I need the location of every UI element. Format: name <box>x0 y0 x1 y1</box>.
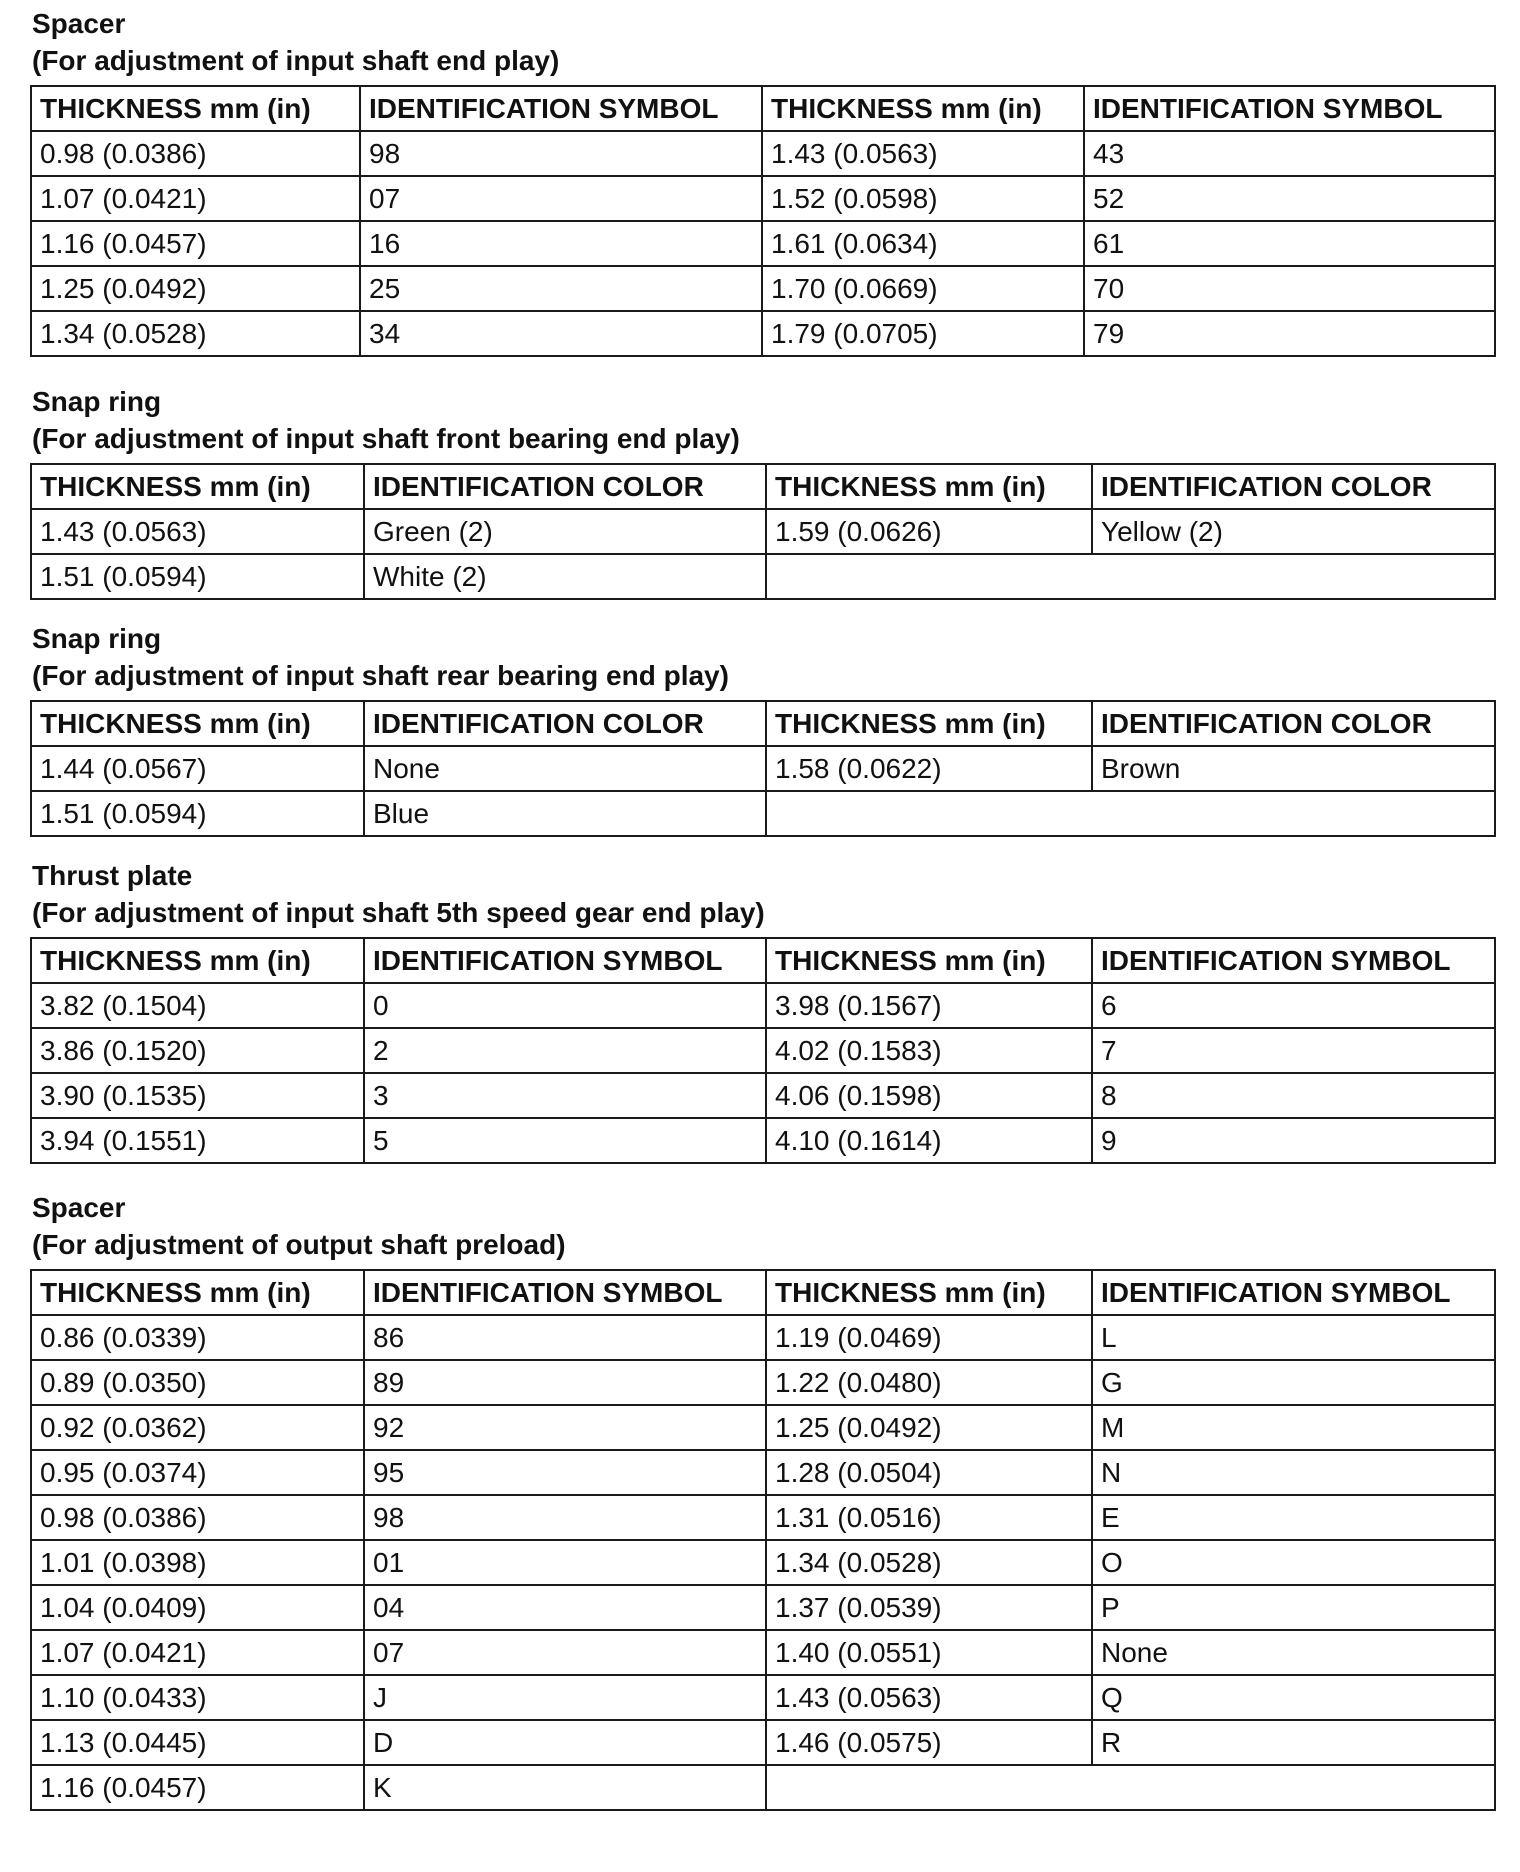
table-cell: 1.04 (0.0409) <box>31 1585 364 1630</box>
section-subtitle: (For adjustment of output shaft preload) <box>32 1229 566 1260</box>
table-cell: 1.43 (0.0563) <box>766 1675 1092 1720</box>
header-identification: IDENTIFICATION SYMBOL <box>1092 1270 1495 1315</box>
table-cell: 1.40 (0.0551) <box>766 1630 1092 1675</box>
header-thickness: THICKNESS mm (in) <box>766 701 1092 746</box>
table-cell: 07 <box>364 1630 766 1675</box>
thickness-table <box>30 1269 1496 1811</box>
table-cell: 1.22 (0.0480) <box>766 1360 1092 1405</box>
empty-cell <box>766 1765 1495 1810</box>
header-thickness: THICKNESS mm (in) <box>31 86 360 131</box>
table-row <box>31 1765 1495 1810</box>
table-cell: 0.98 (0.0386) <box>31 131 360 176</box>
section-subtitle: (For adjustment of input shaft 5th speed gear end play) <box>32 897 765 928</box>
header-identification: IDENTIFICATION COLOR <box>1092 464 1495 509</box>
table-cell: 1.59 (0.0626) <box>766 509 1092 554</box>
table-cell: 1.34 (0.0528) <box>31 311 360 356</box>
table-cell: 0.86 (0.0339) <box>31 1315 364 1360</box>
section-subtitle: (For adjustment of input shaft front bearing end play) <box>32 423 740 454</box>
thickness-table <box>30 700 1496 837</box>
section-title: Snap ring <box>32 623 162 654</box>
section-subtitle: (For adjustment of input shaft end play) <box>32 45 560 76</box>
table-cell: 9 <box>1092 1118 1495 1163</box>
table-cell: 25 <box>360 266 762 311</box>
table-cell: 3.90 (0.1535) <box>31 1073 364 1118</box>
table-row <box>31 1450 1495 1495</box>
table-row <box>31 554 1495 599</box>
table-cell: 16 <box>360 221 762 266</box>
table-cell: 86 <box>364 1315 766 1360</box>
table-cell: R <box>1092 1720 1495 1765</box>
empty-cell <box>766 554 1495 599</box>
header-thickness: THICKNESS mm (in) <box>31 1270 364 1315</box>
table-cell: 79 <box>1084 311 1495 356</box>
table-row <box>31 1585 1495 1630</box>
header-identification: IDENTIFICATION COLOR <box>364 701 766 746</box>
section-snap-ring-rear-bearing <box>30 620 1494 837</box>
table-cell: 2 <box>364 1028 766 1073</box>
table-header-row <box>31 86 1495 131</box>
header-identification: IDENTIFICATION SYMBOL <box>364 1270 766 1315</box>
table-cell: 95 <box>364 1450 766 1495</box>
table-cell: 4.10 (0.1614) <box>766 1118 1092 1163</box>
section-subtitle: (For adjustment of input shaft rear bearing end play) <box>32 660 729 691</box>
table-cell: 0 <box>364 983 766 1028</box>
table-cell: 0.98 (0.0386) <box>31 1495 364 1540</box>
table-header-row <box>31 1270 1495 1315</box>
table-row <box>31 1315 1495 1360</box>
header-identification: IDENTIFICATION SYMBOL <box>360 86 762 131</box>
empty-cell <box>766 791 1495 836</box>
table-row <box>31 1675 1495 1720</box>
table-cell: 92 <box>364 1405 766 1450</box>
table-cell: Brown <box>1092 746 1495 791</box>
table-cell: 7 <box>1092 1028 1495 1073</box>
table-row <box>31 1540 1495 1585</box>
thickness-table <box>30 937 1496 1164</box>
table-cell: 52 <box>1084 176 1495 221</box>
table-cell: 3.86 (0.1520) <box>31 1028 364 1073</box>
table-cell: Q <box>1092 1675 1495 1720</box>
table-row <box>31 221 1495 266</box>
section-snap-ring-front-bearing <box>30 383 1494 600</box>
header-identification: IDENTIFICATION SYMBOL <box>364 938 766 983</box>
table-cell: Green (2) <box>364 509 766 554</box>
section-title: Snap ring <box>32 386 162 417</box>
table-cell: 0.89 (0.0350) <box>31 1360 364 1405</box>
table-cell: 1.16 (0.0457) <box>31 1765 364 1810</box>
table-row <box>31 791 1495 836</box>
table-cell: 4.02 (0.1583) <box>766 1028 1092 1073</box>
table-cell: 1.43 (0.0563) <box>762 131 1084 176</box>
table-cell: N <box>1092 1450 1495 1495</box>
table-cell: P <box>1092 1585 1495 1630</box>
table-cell: 1.07 (0.0421) <box>31 1630 364 1675</box>
thickness-table <box>30 463 1496 600</box>
header-thickness: THICKNESS mm (in) <box>31 938 364 983</box>
table-row <box>31 746 1495 791</box>
table-cell: 6 <box>1092 983 1495 1028</box>
table-cell: Yellow (2) <box>1092 509 1495 554</box>
table-cell: 1.43 (0.0563) <box>31 509 364 554</box>
table-cell: 3.98 (0.1567) <box>766 983 1092 1028</box>
table-cell: White (2) <box>364 554 766 599</box>
table-cell: 1.34 (0.0528) <box>766 1540 1092 1585</box>
table-row <box>31 1073 1495 1118</box>
section-thrust-plate <box>30 857 1494 1164</box>
table-row <box>31 983 1495 1028</box>
header-thickness: THICKNESS mm (in) <box>766 464 1092 509</box>
table-row <box>31 1630 1495 1675</box>
header-identification: IDENTIFICATION SYMBOL <box>1084 86 1495 131</box>
table-cell: 1.13 (0.0445) <box>31 1720 364 1765</box>
table-row <box>31 1405 1495 1450</box>
table-cell: M <box>1092 1405 1495 1450</box>
table-cell: 0.95 (0.0374) <box>31 1450 364 1495</box>
table-cell: 1.51 (0.0594) <box>31 554 364 599</box>
table-cell: 04 <box>364 1585 766 1630</box>
table-cell: 1.52 (0.0598) <box>762 176 1084 221</box>
table-cell: 43 <box>1084 131 1495 176</box>
header-thickness: THICKNESS mm (in) <box>762 86 1084 131</box>
table-cell: 1.44 (0.0567) <box>31 746 364 791</box>
table-cell: 61 <box>1084 221 1495 266</box>
table-cell: 1.25 (0.0492) <box>31 266 360 311</box>
header-thickness: THICKNESS mm (in) <box>766 938 1092 983</box>
table-cell: 8 <box>1092 1073 1495 1118</box>
table-cell: D <box>364 1720 766 1765</box>
table-cell: 3.82 (0.1504) <box>31 983 364 1028</box>
table-cell: 01 <box>364 1540 766 1585</box>
table-cell: 1.07 (0.0421) <box>31 176 360 221</box>
table-cell: 89 <box>364 1360 766 1405</box>
table-cell: E <box>1092 1495 1495 1540</box>
thickness-table <box>30 85 1496 357</box>
header-thickness: THICKNESS mm (in) <box>31 464 364 509</box>
table-cell: 70 <box>1084 266 1495 311</box>
table-cell: 3.94 (0.1551) <box>31 1118 364 1163</box>
table-header-row <box>31 938 1495 983</box>
table-cell: None <box>1092 1630 1495 1675</box>
section-title: Spacer <box>32 8 126 39</box>
table-cell: J <box>364 1675 766 1720</box>
table-cell: 4.06 (0.1598) <box>766 1073 1092 1118</box>
table-cell: K <box>364 1765 766 1810</box>
table-row <box>31 131 1495 176</box>
table-cell: G <box>1092 1360 1495 1405</box>
header-thickness: THICKNESS mm (in) <box>766 1270 1092 1315</box>
table-cell: Blue <box>364 791 766 836</box>
table-row <box>31 1720 1495 1765</box>
table-cell: 1.16 (0.0457) <box>31 221 360 266</box>
table-cell: 1.61 (0.0634) <box>762 221 1084 266</box>
table-cell: 1.37 (0.0539) <box>766 1585 1092 1630</box>
table-cell: 0.92 (0.0362) <box>31 1405 364 1450</box>
table-cell: 98 <box>360 131 762 176</box>
table-cell: 1.58 (0.0622) <box>766 746 1092 791</box>
header-thickness: THICKNESS mm (in) <box>31 701 364 746</box>
table-row <box>31 1028 1495 1073</box>
table-cell: 1.51 (0.0594) <box>31 791 364 836</box>
table-header-row <box>31 701 1495 746</box>
table-cell: O <box>1092 1540 1495 1585</box>
table-cell: 1.31 (0.0516) <box>766 1495 1092 1540</box>
table-cell: 1.70 (0.0669) <box>762 266 1084 311</box>
table-cell: L <box>1092 1315 1495 1360</box>
table-header-row <box>31 464 1495 509</box>
table-row <box>31 311 1495 356</box>
table-cell: 34 <box>360 311 762 356</box>
table-row <box>31 266 1495 311</box>
table-cell: 1.25 (0.0492) <box>766 1405 1092 1450</box>
table-row <box>31 509 1495 554</box>
table-row <box>31 1118 1495 1163</box>
section-title: Thrust plate <box>32 860 193 891</box>
table-cell: 1.19 (0.0469) <box>766 1315 1092 1360</box>
table-cell: 07 <box>360 176 762 221</box>
header-identification: IDENTIFICATION COLOR <box>364 464 766 509</box>
table-row <box>31 1360 1495 1405</box>
table-row <box>31 176 1495 221</box>
table-cell: 1.10 (0.0433) <box>31 1675 364 1720</box>
table-cell: 5 <box>364 1118 766 1163</box>
section-spacer-output-shaft <box>30 1189 1494 1811</box>
table-cell: 98 <box>364 1495 766 1540</box>
table-cell: 1.01 (0.0398) <box>31 1540 364 1585</box>
table-cell: 3 <box>364 1073 766 1118</box>
table-row <box>31 1495 1495 1540</box>
header-identification: IDENTIFICATION SYMBOL <box>1092 938 1495 983</box>
table-cell: None <box>364 746 766 791</box>
table-cell: 1.79 (0.0705) <box>762 311 1084 356</box>
section-spacer-input-shaft <box>30 5 1494 357</box>
section-title: Spacer <box>32 1192 126 1223</box>
table-cell: 1.28 (0.0504) <box>766 1450 1092 1495</box>
table-cell: 1.46 (0.0575) <box>766 1720 1092 1765</box>
header-identification: IDENTIFICATION COLOR <box>1092 701 1495 746</box>
